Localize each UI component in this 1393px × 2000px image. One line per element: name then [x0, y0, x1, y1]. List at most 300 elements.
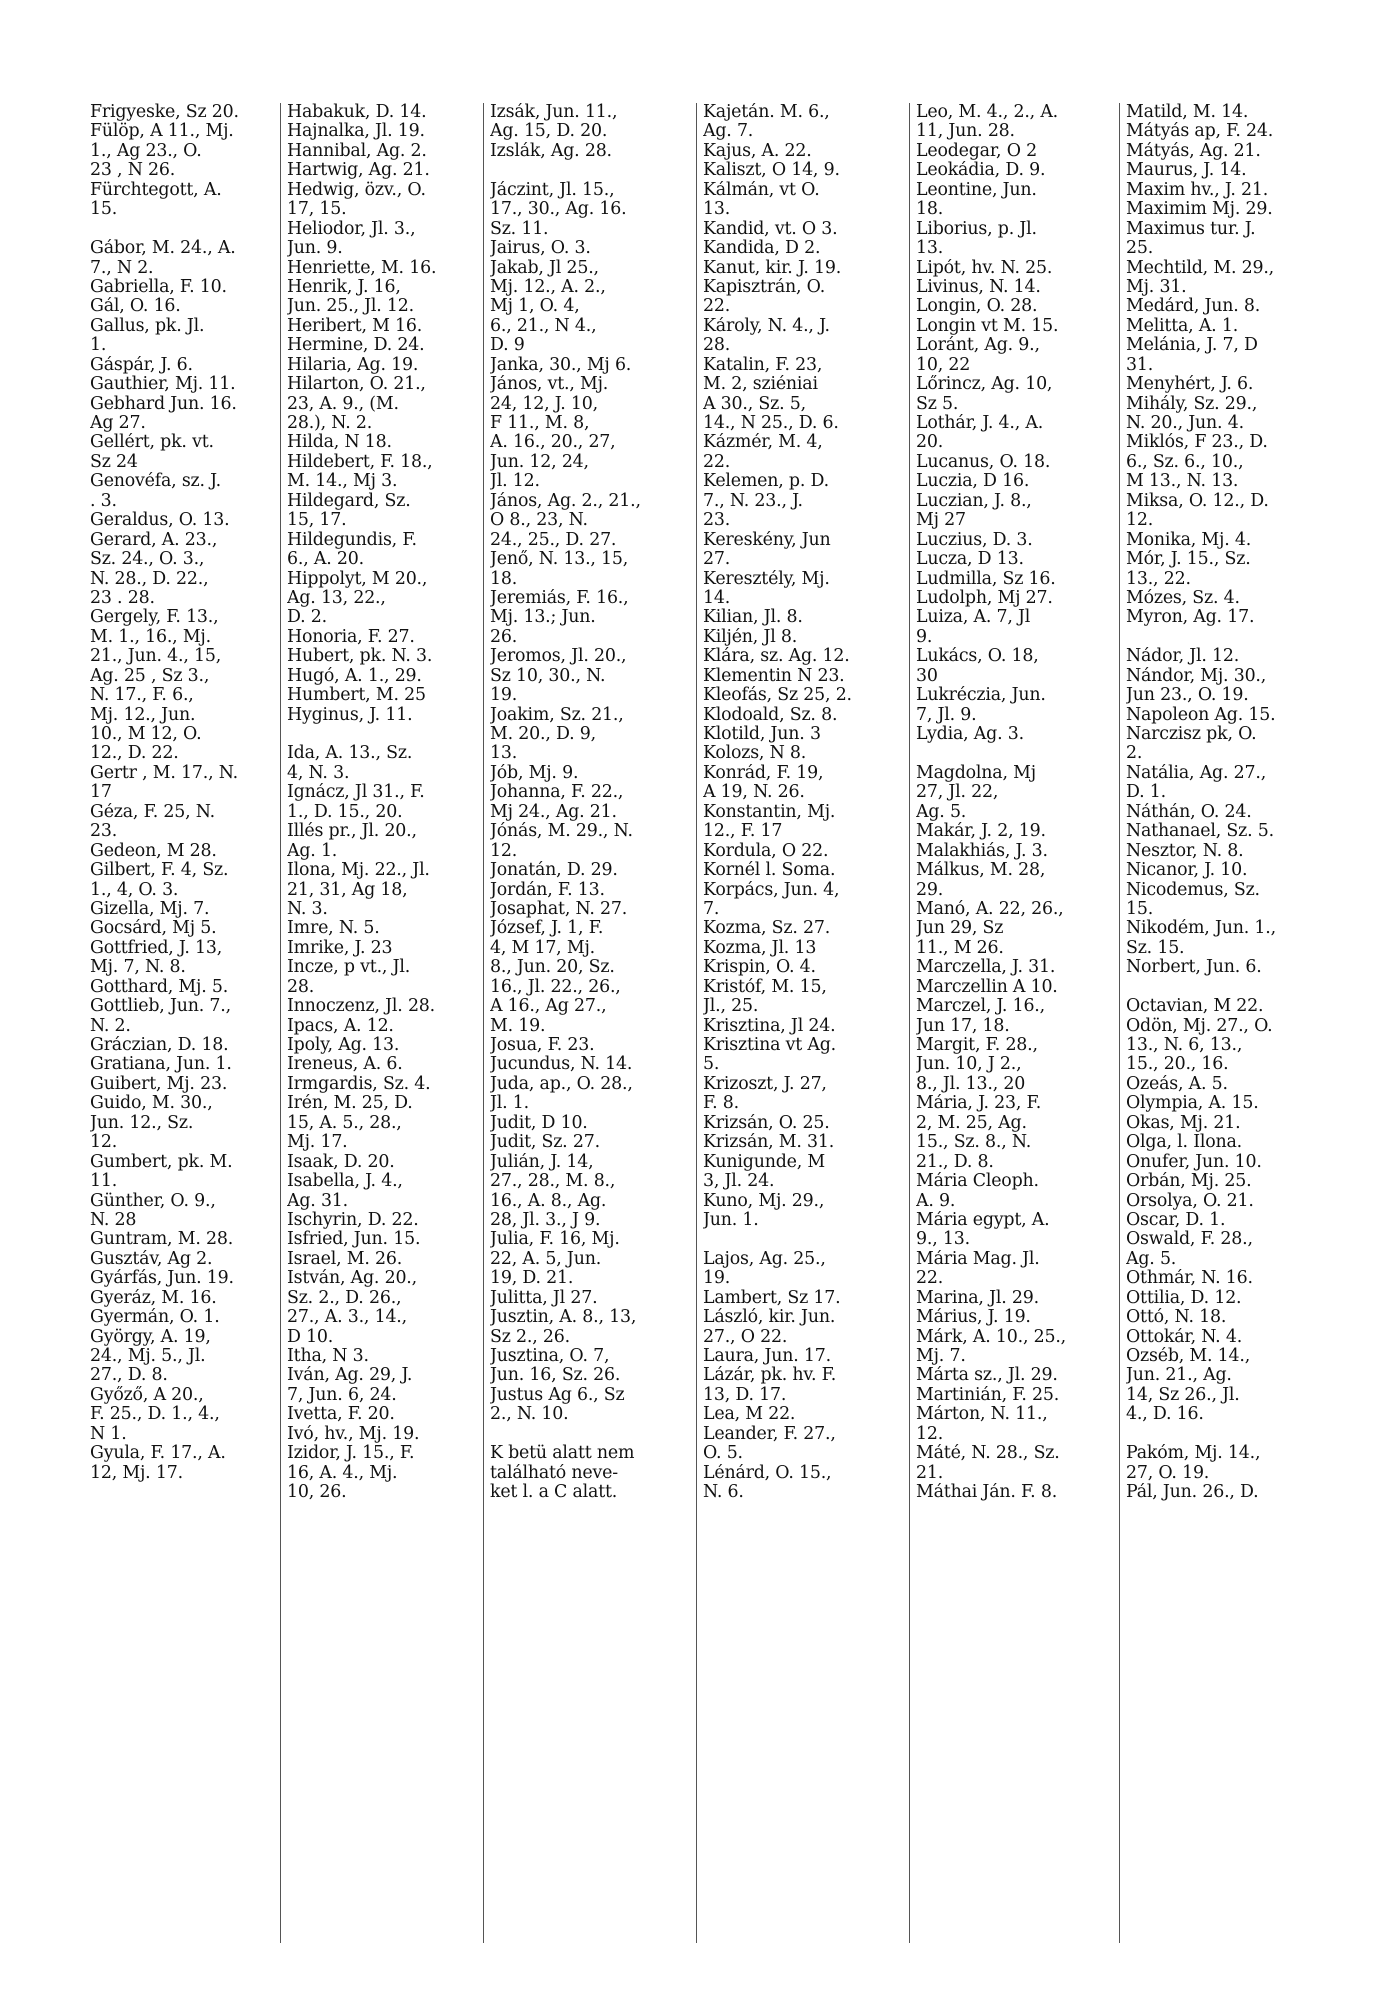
index-line: Klára, sz. Ag. 12.	[703, 647, 850, 667]
index-line: Maximus tur. J.	[1126, 219, 1256, 239]
index-line: Lukács, O. 18,	[916, 647, 1039, 667]
index-line: 29.	[916, 880, 944, 900]
index-line: Heribert, M 16.	[287, 316, 423, 336]
index-line: Olympia, A. 15.	[1126, 1094, 1259, 1114]
index-line: Gábor, M. 24., A.	[90, 239, 236, 259]
index-line: Heliodor, Jl. 3.,	[287, 219, 416, 239]
index-line: Nicanor, J. 10.	[1126, 861, 1248, 881]
index-line: 4, M 17, Mj.	[490, 938, 595, 958]
index-line: Maxim hv., J. 21.	[1126, 180, 1269, 200]
index-line: Korpács, Jun. 4,	[703, 880, 840, 900]
index-line: Henrik, J. 16,	[287, 277, 401, 297]
index-line: N. 2.	[90, 1016, 131, 1036]
index-line: Orsolya, O. 21.	[1126, 1191, 1254, 1211]
index-line: 15, A. 5., 28.,	[287, 1113, 402, 1133]
index-line: . 3.	[90, 491, 117, 511]
index-line: Myron, Ag. 17.	[1126, 608, 1255, 628]
index-line: 24., 25., D. 27.	[490, 530, 617, 550]
index-line: Hildebert, F. 18.,	[287, 452, 433, 472]
index-line: Gratiana, Jun. 1.	[90, 1055, 232, 1075]
index-line: N. 20., Jun. 4.	[1126, 414, 1244, 433]
index-line: 13.	[916, 239, 944, 259]
index-line: Izsák, Jun. 11.,	[490, 103, 618, 122]
index-line: 14.	[703, 588, 731, 608]
index-line: 11.	[90, 1172, 118, 1192]
index-line: Gyárfás, Jun. 19.	[90, 1269, 234, 1289]
index-line: Kajetán. M. 6.,	[703, 103, 830, 122]
index-line: Miklós, F 23., D.	[1126, 433, 1268, 453]
index-line: 13., 22.	[1126, 569, 1191, 589]
index-line: Jun. 16, Sz. 26.	[490, 1366, 621, 1386]
index-line: Márton, N. 11.,	[916, 1405, 1048, 1425]
index-line: Luczia, D 16.	[916, 472, 1030, 492]
index-line: 19.	[703, 1269, 731, 1289]
index-line: Henriette, M. 16.	[287, 258, 437, 278]
column-5	[909, 103, 1119, 1943]
index-line: Josaphat, N. 27.	[490, 899, 628, 919]
index-line: 13., N. 6, 13.,	[1126, 1036, 1243, 1055]
index-line: A 30., Sz. 5,	[703, 394, 806, 414]
index-line: 24, 12, J. 10,	[490, 394, 598, 414]
calendar-name-index	[84, 103, 1344, 1943]
index-line: Ivó, hv., Mj. 19.	[287, 1424, 420, 1444]
index-line: 28.	[703, 336, 731, 356]
index-line: Melánia, J. 7, D	[1126, 336, 1258, 356]
index-line: Jairus, O. 3.	[490, 239, 591, 259]
index-line: Marina, Jl. 29.	[916, 1288, 1039, 1308]
index-line: Illés pr., Jl. 20.,	[287, 822, 417, 842]
index-line: Gallus, pk. Jl.	[90, 316, 205, 336]
index-line: Kozma, Sz. 27.	[703, 919, 831, 939]
index-line: Ilona, Mj. 22., Jl.	[287, 861, 430, 881]
index-line: Kiljén, Jl 8.	[703, 627, 798, 647]
index-line: Ida, A. 13., Sz.	[287, 744, 413, 764]
index-line: Krizsán, O. 25.	[703, 1113, 830, 1133]
index-line: Pál, Jun. 26., D.	[1126, 1483, 1259, 1503]
index-line: Kordula, O 22.	[703, 841, 829, 861]
index-line: Habakuk, D. 14.	[287, 103, 427, 122]
index-line: Jónás, M. 29., N.	[490, 822, 633, 842]
index-line: 23, A. 9., (M.	[287, 394, 399, 414]
index-line: 16., A. 8., Ag.	[490, 1191, 607, 1211]
index-line: Ag. 7.	[703, 122, 754, 142]
index-line: 15., 20., 16.	[1126, 1055, 1229, 1075]
index-line: 28, Jl. 3., J 9.	[490, 1210, 601, 1230]
index-line: Malakhiás, J. 3.	[916, 841, 1048, 861]
index-line: Onufer, Jun. 10.	[1126, 1152, 1262, 1172]
index-line: 27, O. 19.	[1126, 1463, 1210, 1483]
index-line: 28.), N. 2.	[287, 414, 373, 433]
index-line: Martinián, F. 25.	[916, 1385, 1060, 1405]
index-line: Jenő, N. 13., 15,	[490, 550, 629, 570]
index-line: Hajnalka, Jl. 19.	[287, 122, 425, 142]
index-line: Keresztély, Mj.	[703, 569, 830, 589]
index-line: F 11., M. 8,	[490, 414, 590, 433]
index-line: Ireneus, A. 6.	[287, 1055, 403, 1075]
index-line: Ödön, Mj. 27., O.	[1126, 1016, 1273, 1036]
index-line: Liborius, p. Jl.	[916, 219, 1037, 239]
index-line: N. 28., D. 22.,	[90, 569, 209, 589]
index-line: Jusztina, O. 7,	[490, 1347, 610, 1366]
index-line: A 19, N. 26.	[703, 783, 805, 803]
index-line: Nathanael, Sz. 5.	[1126, 822, 1274, 842]
index-line: Imre, N. 5.	[287, 919, 380, 939]
index-line: Gergely, F. 13.,	[90, 608, 219, 628]
index-line: Leontine, Jun.	[916, 180, 1037, 200]
index-line: D. 2.	[287, 608, 327, 628]
index-line: 7.	[703, 899, 720, 919]
index-line: Jáczint, Jl. 15.,	[490, 180, 615, 200]
index-line: D. 1.	[1126, 783, 1166, 803]
index-line: Jucundus, N. 14.	[490, 1055, 633, 1075]
index-line: Ipoly, Ag. 13.	[287, 1036, 400, 1055]
index-line: Sz. 24., O. 3.,	[90, 550, 205, 570]
index-line: N. 6.	[703, 1483, 744, 1503]
index-line: Gellért, pk. vt.	[90, 433, 214, 453]
index-line: Jun. 12, 24,	[490, 452, 589, 472]
index-line: Maurus, J. 14.	[1126, 161, 1247, 181]
index-line: 15.	[1126, 899, 1154, 919]
index-line: Lambert, Sz 17.	[703, 1288, 841, 1308]
index-line	[490, 161, 696, 180]
index-line: Mj 1, O. 4,	[490, 297, 580, 317]
index-line: Manó, A. 22, 26.,	[916, 899, 1064, 919]
index-line: Gottfried, J. 13,	[90, 938, 223, 958]
index-line: Gocsárd, Mj 5.	[90, 919, 217, 939]
index-line: 1., Ag 23., O.	[90, 141, 202, 161]
index-line: 5.	[703, 1055, 720, 1075]
index-line: 27., D. 8.	[90, 1366, 168, 1386]
index-line: N. 28	[90, 1210, 137, 1230]
index-line: Nádor, Jl. 12.	[1126, 647, 1240, 667]
index-line: Jun. 21., Ag.	[1126, 1366, 1232, 1386]
index-line: Gottlieb, Jun. 7.,	[90, 997, 231, 1017]
column-1	[84, 103, 280, 1943]
index-line: D 10.	[287, 1327, 334, 1347]
index-line: 13.	[490, 744, 518, 764]
index-line: Kozma, Jl. 13	[703, 938, 817, 958]
index-line: Jeromos, Jl. 20.,	[490, 647, 627, 667]
index-line: Hubert, pk. N. 3.	[287, 647, 433, 667]
index-line: Judit, D 10.	[490, 1113, 588, 1133]
index-line: Ottilia, D. 12.	[1126, 1288, 1242, 1308]
index-line: Nicodemus, Sz.	[1126, 880, 1260, 900]
index-line: Sz. 2., D. 26.,	[287, 1288, 402, 1308]
index-line: Nikodém, Jun. 1.,	[1126, 919, 1276, 939]
index-line: A 16., Ag 27.,	[490, 997, 607, 1017]
index-line: Klotild, Jun. 3	[703, 725, 821, 744]
index-line: 23.	[703, 511, 731, 531]
index-line: 17	[90, 783, 112, 803]
index-line: Nesztor, N. 8.	[1126, 841, 1244, 861]
index-line: Jób, Mj. 9.	[490, 763, 579, 783]
index-line: 25.	[1126, 239, 1154, 259]
index-line: Livinus, N. 14.	[916, 277, 1041, 297]
index-line: 6., 21., N 4.,	[490, 316, 597, 336]
index-line: Ag. 5.	[1126, 1249, 1177, 1269]
index-line: Máté, N. 28., Sz.	[916, 1444, 1060, 1464]
index-line: Marczellin A 10.	[916, 977, 1058, 997]
index-line: Maximim Mj. 29.	[1126, 200, 1273, 220]
index-line: Gusztáv, Ag 2.	[90, 1249, 213, 1269]
index-line: O. 5.	[703, 1444, 743, 1464]
index-line: Jl., 25.	[703, 997, 759, 1017]
index-line: Katalin, F. 23,	[703, 355, 823, 375]
index-line: Kleofás, Sz 25, 2.	[703, 686, 852, 706]
index-line: Mj. 12., Jun.	[90, 705, 196, 725]
index-line: Irén, M. 25, D.	[287, 1094, 413, 1114]
index-line: N. 17., F. 6.,	[90, 686, 194, 706]
index-line: Ottokár, N. 4.	[1126, 1327, 1243, 1347]
index-line: Kornél l. Soma.	[703, 861, 836, 881]
index-line: 1., D. 15., 20.	[287, 802, 403, 822]
index-line: Mátyás, Ag. 21.	[1126, 141, 1261, 161]
index-line: Márius, J. 19.	[916, 1308, 1031, 1328]
index-line: 1., 4, O. 3.	[90, 880, 179, 900]
index-line: 15., Sz. 8., N.	[916, 1133, 1032, 1153]
index-line: Fürchtegott, A.	[90, 180, 222, 200]
index-line: Gertr , M. 17., N.	[90, 763, 238, 783]
index-line: Margit, F. 28.,	[916, 1036, 1038, 1055]
index-line: A. 16., 20., 27,	[490, 433, 616, 453]
index-line: Irmgardis, Sz. 4.	[287, 1074, 431, 1094]
index-line: Jusztin, A. 8., 13,	[490, 1308, 637, 1328]
index-line: Nándor, Mj. 30.,	[1126, 666, 1267, 686]
index-line: 15.	[90, 200, 118, 220]
index-line: Lothár, J. 4., A.	[916, 414, 1044, 433]
index-line: Isfried, Jun. 15.	[287, 1230, 421, 1250]
index-line: 17., 30., Ag. 16.	[490, 200, 627, 220]
index-line: Ludmilla, Sz 16.	[916, 569, 1056, 589]
index-line: 6., Sz. 6., 10.,	[1126, 452, 1244, 472]
index-line: Mátyás ap, F. 24.	[1126, 122, 1274, 142]
index-line: Krisztina, Jl 24.	[703, 1016, 836, 1036]
index-line: 27., O 22.	[703, 1327, 788, 1347]
index-line: Kereskény, Jun	[703, 530, 831, 550]
index-line: Ischyrin, D. 22.	[287, 1210, 419, 1230]
index-line: 12.	[1126, 511, 1154, 531]
index-line: Jakab, Jl 25.,	[490, 258, 599, 278]
index-line: Mária Cleoph.	[916, 1172, 1039, 1192]
index-line: D. 9	[490, 336, 525, 356]
index-line	[490, 1425, 696, 1444]
index-line: Lukréczia, Jun.	[916, 686, 1046, 706]
index-line: Lucanus, O. 18.	[916, 452, 1051, 472]
index-line: 30	[916, 666, 938, 686]
index-line: 14., N 25., D. 6.	[703, 414, 839, 433]
index-line: Melitta, A. 1.	[1126, 316, 1239, 336]
index-line: Lázár, pk. hv. F.	[703, 1366, 837, 1386]
index-line: Miksa, O. 12., D.	[1126, 491, 1269, 511]
index-line: József, J. 1, F.	[490, 919, 604, 939]
index-line: O 8., 23, N.	[490, 511, 588, 531]
index-line: Jun 23., O. 19.	[1126, 686, 1249, 706]
index-line: 14, Sz 26., Jl.	[1126, 1385, 1240, 1405]
index-line: Jun. 1.	[703, 1210, 759, 1230]
index-line: Lea, M 22.	[703, 1405, 796, 1425]
index-line: Hippolyt, M 20.,	[287, 569, 428, 589]
index-line: Kristóf, M. 15,	[703, 977, 827, 997]
index-line: Lipót, hv. N. 25.	[916, 258, 1053, 278]
index-line: Sz 2., 26.	[490, 1327, 570, 1347]
index-line: Kandida, D 2.	[703, 239, 821, 259]
index-line: László, kir. Jun.	[703, 1308, 836, 1328]
index-line: 6., A. 20.	[287, 550, 364, 570]
index-line: 28.	[287, 977, 315, 997]
index-line: Ozeás, A. 5.	[1126, 1074, 1228, 1094]
index-line: Napoleon Ag. 15.	[1126, 705, 1276, 725]
index-line: István, Ag. 20.,	[287, 1269, 417, 1289]
index-line: 13.	[703, 200, 731, 220]
index-line: Joakim, Sz. 21.,	[490, 705, 624, 725]
index-line: Krispin, O. 4.	[703, 958, 816, 978]
index-line: Klementin N 23.	[703, 666, 845, 686]
index-line: Honoria, F. 27.	[287, 627, 415, 647]
index-line: 24., Mj. 5., Jl.	[90, 1347, 206, 1366]
index-line: Josua, F. 23.	[490, 1036, 595, 1055]
index-line: N 1.	[90, 1424, 127, 1444]
index-line: György, A. 19,	[90, 1327, 211, 1347]
index-line: 15, 17.	[287, 511, 347, 531]
index-line: 13, D. 17.	[703, 1385, 787, 1405]
index-line: Kajus, A. 22.	[703, 141, 812, 161]
index-line	[287, 725, 483, 744]
index-line: 23 . 28.	[90, 588, 155, 608]
index-line: Johanna, F. 22.,	[490, 783, 624, 803]
index-line: 3, Jl. 24.	[703, 1172, 775, 1192]
index-line: Ag. 31.	[287, 1191, 349, 1211]
index-line: Klodoald, Sz. 8.	[703, 705, 838, 725]
index-line: Hildegundis, F.	[287, 530, 417, 550]
index-line: 9., 13.	[916, 1230, 970, 1250]
index-line: F. 25., D. 1., 4.,	[90, 1405, 220, 1425]
index-line: 20.	[916, 433, 944, 453]
index-line: 17, 15.	[287, 200, 347, 220]
index-line: 16, A. 4., Mj.	[287, 1463, 398, 1483]
index-line: 12., F. 17	[703, 822, 783, 842]
index-line: 12., D. 22.	[90, 744, 179, 764]
index-line: Jun. 10, J 2.,	[916, 1055, 1022, 1075]
index-line: Judit, Sz. 27.	[490, 1133, 600, 1153]
index-line: Ivetta, F. 20.	[287, 1405, 395, 1425]
index-line: 27, Jl. 22,	[916, 783, 999, 803]
index-line: Monika, Mj. 4.	[1126, 530, 1252, 550]
index-line: Isabella, J. 4.,	[287, 1172, 403, 1192]
index-line: 8., Jun. 20, Sz.	[490, 958, 615, 978]
index-line: Leo, M. 4., 2., A.	[916, 103, 1059, 122]
index-line: 23 , N 26.	[90, 161, 176, 181]
index-line: 22.	[703, 452, 731, 472]
index-line: 22, A. 5, Jun.	[490, 1249, 602, 1269]
index-line: Ipacs, A. 12.	[287, 1016, 394, 1036]
index-line: Sz 10, 30., N.	[490, 666, 606, 686]
index-line: Gál, O. 16.	[90, 297, 181, 317]
index-line: 16., Jl. 22., 26.,	[490, 977, 621, 997]
index-line	[1126, 628, 1344, 647]
index-line: Ag. 5.	[916, 802, 967, 822]
index-line: Hilaria, Ag. 19.	[287, 355, 419, 375]
index-line: Lénárd, O. 15.,	[703, 1463, 832, 1483]
index-line: M. 14., Mj 3.	[287, 472, 398, 492]
index-line: Oscar, D. 1.	[1126, 1210, 1226, 1230]
index-line: Jl. 12.	[490, 472, 540, 492]
index-line: Hilda, N 18.	[287, 433, 392, 453]
index-line: Hedwig, özv., O.	[287, 180, 426, 200]
index-line: Gyeráz, M. 16.	[90, 1288, 217, 1308]
index-line: 27., A. 3., 14.,	[287, 1308, 407, 1328]
index-line: 18.	[916, 200, 944, 220]
index-line: Mj. 17.	[287, 1133, 348, 1153]
index-line: Hilarton, O. 21.,	[287, 375, 426, 395]
index-line: Genovéfa, sz. J.	[90, 472, 221, 492]
index-line: Özséb, M. 14.,	[1126, 1347, 1251, 1366]
index-line: Hermine, D. 24.	[287, 336, 425, 356]
index-line: Othmár, N. 16.	[1126, 1269, 1253, 1289]
index-line: Olga, l. Ilona.	[1126, 1133, 1242, 1153]
index-line: Medárd, Jun. 8.	[1126, 297, 1261, 317]
index-line: Mj. 31.	[1126, 277, 1187, 297]
index-line: Julia, F. 16, Mj.	[490, 1230, 620, 1250]
index-line: 1.	[90, 336, 107, 356]
index-line: Ag. 25 , Sz 3.,	[90, 666, 210, 686]
index-line: Mj. 13.; Jun.	[490, 608, 596, 628]
index-line: Longin vt M. 15.	[916, 316, 1059, 336]
index-line: 10, 22	[916, 355, 971, 375]
index-line: Lydia, Ag. 3.	[916, 725, 1024, 744]
index-line: Magdolna, Mj	[916, 763, 1036, 783]
index-line: Luczian, J. 8.,	[916, 491, 1032, 511]
index-line: Konrád, F. 19,	[703, 763, 824, 783]
index-line: Innoczenz, Jl. 28.	[287, 997, 435, 1017]
index-line: Geraldus, O. 13.	[90, 511, 230, 531]
index-line: Ag. 15, D. 20.	[490, 122, 608, 142]
index-line: Mj 27	[916, 511, 966, 531]
index-line: Márta sz., Jl. 29.	[916, 1366, 1058, 1386]
index-line: M. 2, sziéniai	[703, 375, 818, 395]
index-line: Narczisz pk, O.	[1126, 725, 1257, 744]
index-line: Frigyeske, Sz 20.	[90, 103, 239, 122]
index-line: Krisztina vt Ag.	[703, 1036, 836, 1055]
index-line: Konstantin, Mj.	[703, 802, 836, 822]
index-line: 27., 28., M. 8.,	[490, 1172, 616, 1192]
index-line: Loránt, Ag. 9.,	[916, 336, 1040, 356]
index-line: 12, Mj. 17.	[90, 1463, 183, 1483]
index-line: Géza, F. 25, N.	[90, 802, 215, 822]
index-line: 4., D. 16.	[1126, 1405, 1204, 1425]
index-line: M. 1., 16., Mj.	[90, 627, 211, 647]
index-line: Máthai Ján. F. 8.	[916, 1483, 1058, 1503]
index-line: Leander, F. 27.,	[703, 1424, 836, 1444]
index-line: Pakóm, Mj. 14.,	[1126, 1444, 1261, 1464]
index-line: Mária, J. 23, F.	[916, 1094, 1042, 1114]
index-line: Lőrincz, Ag. 10,	[916, 375, 1053, 395]
index-line: Gebhard Jun. 16.	[90, 394, 237, 414]
index-line: Izidor, J. 15., F.	[287, 1444, 415, 1464]
index-line: Kázmér, M. 4,	[703, 433, 823, 453]
index-line: Gerard, A. 23.,	[90, 530, 218, 550]
index-line: Hildegard, Sz.	[287, 491, 411, 511]
index-line: Janka, 30., Mj 6.	[490, 355, 632, 375]
index-line: Gáspár, J. 6.	[90, 355, 193, 375]
index-line: Mihály, Sz. 29.,	[1126, 394, 1258, 414]
index-line	[1126, 978, 1344, 997]
index-line: Sz 24	[90, 452, 138, 472]
index-line: A. 9.	[916, 1191, 956, 1211]
index-line: 12.	[90, 1133, 118, 1153]
index-line: Isaak, D. 20.	[287, 1152, 395, 1172]
index-line: Fülöp, A 11., Mj.	[90, 122, 234, 142]
index-line: János, Ag. 2., 21.,	[490, 491, 641, 511]
